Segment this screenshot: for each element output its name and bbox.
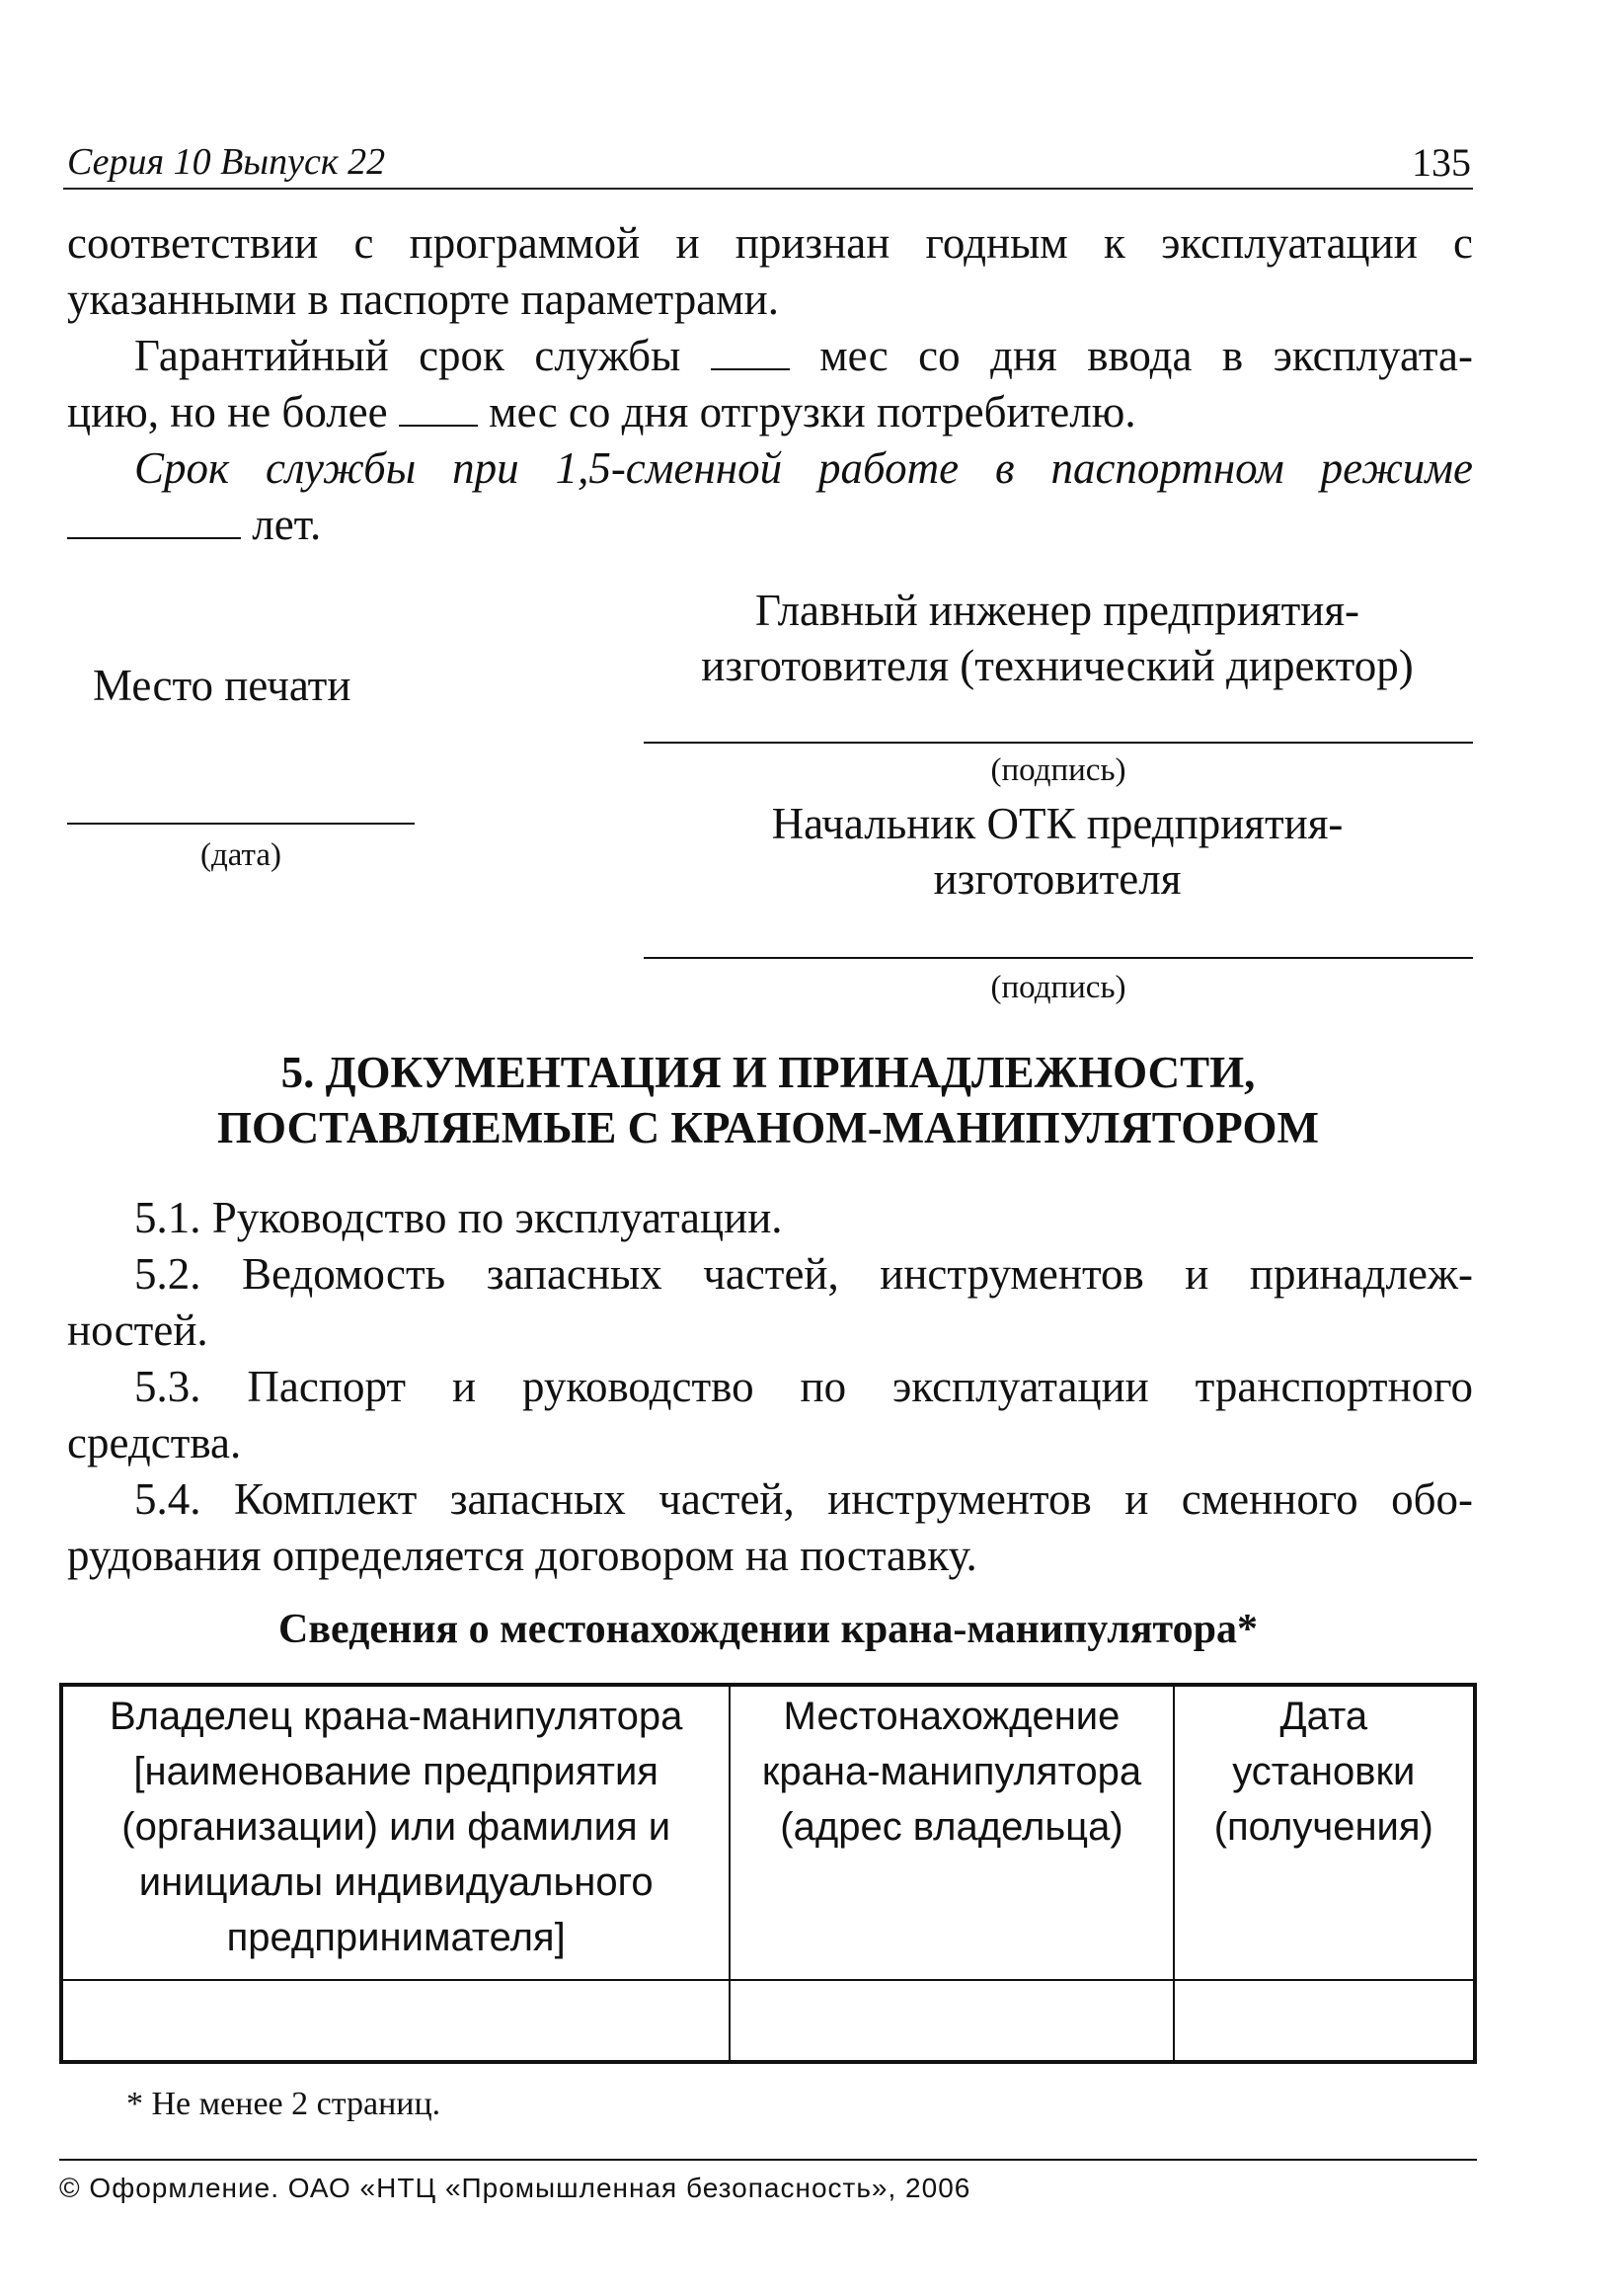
page-number: 135: [1412, 140, 1471, 185]
header-text: [наименование предприятия: [133, 1750, 658, 1793]
chief-engineer-signature-line: [644, 742, 1473, 744]
header-text: предпринимателя]: [226, 1916, 566, 1959]
owner-cell[interactable]: [61, 1980, 730, 2062]
chief-engineer-title: [642, 583, 1473, 693]
warranty-text-d: мес со дня отгрузки потребителю.: [489, 387, 1136, 436]
list-item-continuation: средства.: [67, 1418, 242, 1467]
list-item-continuation: рудования определяется договором на поставку.: [67, 1531, 977, 1580]
running-header: [63, 136, 1473, 190]
series-label: Серия 10 Выпуск 22: [67, 141, 386, 183]
section-heading-line-2: ПОСТАВЛЯЕМЫЕ С КРАНОМ-МАНИПУЛЯТОРОМ: [217, 1103, 1319, 1152]
table-row: [61, 1980, 1475, 2062]
list-item: 5.4. Комплект запасных частей, инструментов и сменного обо-: [134, 1474, 1473, 1524]
warranty-line-2: [67, 384, 1473, 440]
copyright-notice: © Оформление. ОАО «НТЦ «Промышленная безопасность», 2006: [59, 2173, 971, 2203]
service-life-line-2: [67, 497, 1473, 553]
date-cell[interactable]: [1174, 1980, 1475, 2062]
owner-column-header: [61, 1685, 730, 1980]
stamp-place-label: Место печати: [93, 661, 351, 710]
chief-engineer-line-1: Главный инженер предприятия-: [754, 586, 1360, 635]
list-item: 5.2. Ведомость запасных частей, инструментов и принадлеж-: [134, 1249, 1473, 1299]
otk-head-title: [642, 796, 1473, 907]
header-text: Владелец крана-манипулятора: [110, 1695, 683, 1738]
list-item: 5.1. Руководство по эксплуатации.: [134, 1193, 783, 1242]
warranty-text-b: мес со дня ввода в эксплуата-: [819, 331, 1474, 380]
warranty-text-a: Гарантийный срок службы: [134, 331, 681, 380]
header-text: (организации) или фамилия и: [121, 1805, 671, 1849]
service-life-years-blank: [67, 536, 241, 539]
header-text: установки: [1232, 1750, 1416, 1793]
header-text: крана-манипулятора: [761, 1750, 1142, 1793]
location-cell[interactable]: [730, 1980, 1173, 2062]
section-heading: [63, 1045, 1473, 1155]
chief-engineer-line-2: изготовителя (технический директор): [701, 641, 1414, 690]
warranty-line-1: [67, 328, 1473, 384]
footnote: * Не менее 2 страниц.: [126, 2086, 441, 2122]
table-title: Сведения о местонахождении крана-манипулятора*: [278, 1607, 1258, 1652]
warranty-max-months-blank: [399, 424, 478, 427]
signature-caption: (подпись): [990, 752, 1126, 788]
header-text: (адрес владельца): [780, 1805, 1123, 1849]
signature-caption: (подпись): [990, 970, 1126, 1005]
date-caption: (дата): [199, 837, 282, 873]
otk-line-2: изготовителя: [933, 854, 1182, 904]
header-text: Дата: [1279, 1695, 1368, 1738]
otk-signature-line: [644, 957, 1473, 959]
header-text: Местонахождение: [783, 1695, 1121, 1738]
header-text: (получения): [1213, 1805, 1433, 1849]
location-table: [59, 1683, 1477, 2064]
date-line: [67, 823, 415, 825]
paragraph-line: указанными в паспорте параметрами.: [67, 275, 779, 324]
section-heading-line-1: 5. ДОКУМЕНТАЦИЯ И ПРИНАДЛЕЖНОСТИ,: [280, 1048, 1256, 1097]
list-item: 5.3. Паспорт и руководство по эксплуатации транспортного: [134, 1362, 1473, 1411]
table-header-row: [61, 1685, 1475, 1980]
warranty-text-c: цию, но не более: [67, 387, 388, 436]
list-item-continuation: ностей.: [67, 1306, 208, 1355]
service-life-years-label: лет.: [252, 500, 322, 549]
warranty-months-blank: [711, 367, 790, 370]
location-column-header: [730, 1685, 1173, 1980]
bottom-rule: [59, 2159, 1477, 2161]
footnote-rule: [59, 2061, 580, 2063]
date-column-header: [1174, 1685, 1475, 1980]
paragraph-line: соответствии с программой и признан годным к эксплуатации с: [67, 218, 1473, 268]
header-text: инициалы индивидуального: [138, 1861, 654, 1904]
service-life-line-1: Срок службы при 1,5-сменной работе в паспортном режиме: [134, 443, 1473, 493]
otk-line-1: Начальник ОТК предприятия-: [771, 799, 1344, 848]
